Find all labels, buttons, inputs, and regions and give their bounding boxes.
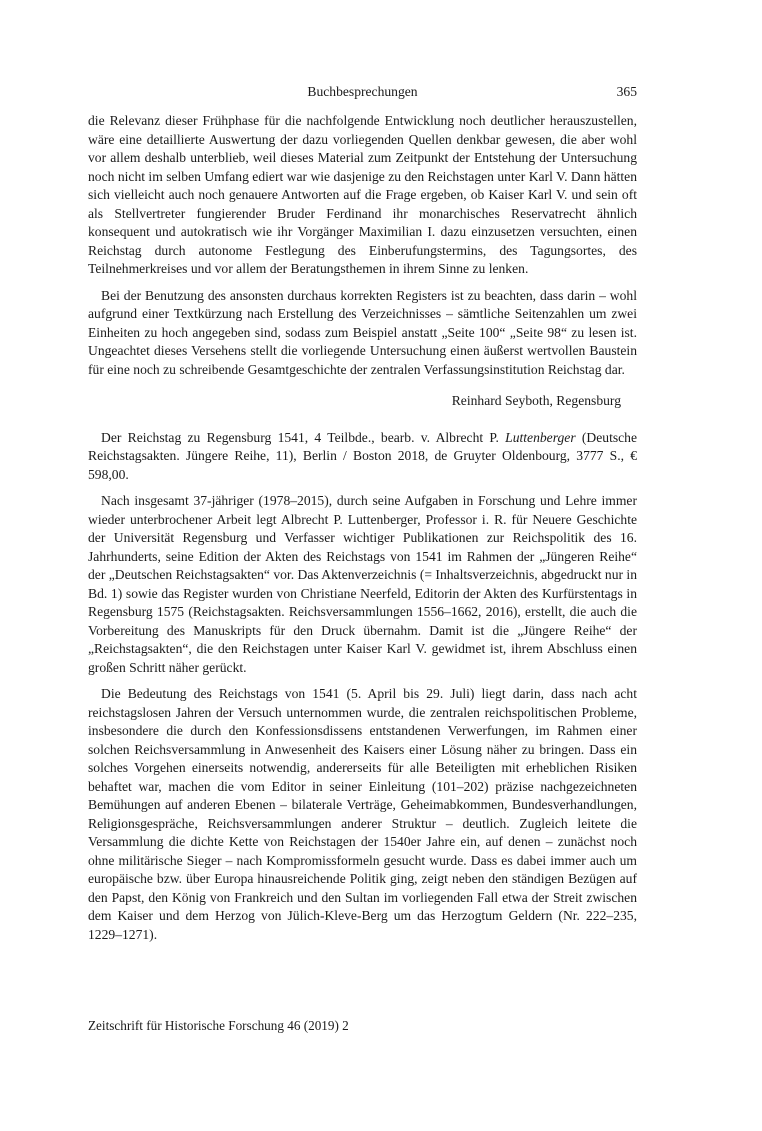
continuation-paragraph-1: die Relevanz dieser Frühphase für die nachfolgende Entwicklung noch deutlicher herauszustellen, wäre eine detaillierte Auswertung der dazu vorliegenden Quellen denkbar gewesen, die aber wohl vor allem deshalb unterblieb, weil dieses Material zum Zeitpunkt der Entstehung der Untersuchung noch nicht im selben Umfang ediert war wie dasjenige zu den Reichstagen unter Karl V. Dann hätten sich vielleicht auch noch genauere Antworten auf die Frage ergeben, ob Kaiser Karl V. und sein oft als Stellvertreter fungierender Bruder Ferdinand ihr monarchisches Reservatrecht ähnlich konsequent und autokratisch wie ihr Vorgänger Maximilian I. dazu einzusetzen versuchten, einen Reichstag durch autonome Festlegung des Einberufungstermins, des Tagungsortes, des Teilnehmerkreises und vor allem der Beratungsthemen in ihrem Sinne zu lenken.	[88, 113, 637, 276]
running-head-title: Buchbesprechungen	[307, 84, 418, 99]
continuation-paragraph-2: Bei der Benutzung des ansonsten durchaus korrekten Registers ist zu beachten, dass darin – wohl aufgrund einer Textkürzung nach Erstellung des Verzeichnisses – sämtliche Seitenzahlen um zwei Einheiten zu hoch angegeben sind, sodass zum Beispiel anstatt „Seite 100“ „Seite 98“ zu lesen ist. Ungeachtet dieses Versehens stellt die vorliegende Untersuchung einen äußerst wertvollen Baustein für eine noch zu schreibende Gesamtgeschichte der zentralen Verfassungsinstitution Reichstag dar.	[88, 287, 637, 377]
page-number: 365	[616, 84, 637, 99]
review-citation	[88, 429, 637, 485]
review-paragraph-2: Die Bedeutung des Reichstags von 1541 (5. April bis 29. Juli) liegt darin, dass nach acht reichstagslosen Jahren der Versuch unternommen wurde, die zentralen reichspolitischen Probleme, insbesondere die durch den Konfessionsdissens entstandenen Verwerfungen, im Rahmen einer solchen Reichsversammlung in Anwesenheit des Kaisers einer Lösung näher zu bringen. Dass ein solches Vorgehen einerseits notwendig, andererseits für alle Beteiligten mit erheblichen Risiken behaftet war, machen die vom Editor in seiner Einleitung (101–202) präzise nachgezeichneten Bemühungen auf anderen Ebenen – bilaterale Verträge, Geheimabkommen, Bundesverhandlungen, Religionsgespräche, Reichsversammlungen anderer Struktur – deutlich. Zugleich leitete die Versammlung die dichte Kette von Reichstagen der 1540er Jahre ein, auf denen – zunächst noch ohne militärische Sieger – nach Kompromissformeln gesucht wurde. Dass es dabei immer auch um europäische bzw. über Europa hinausreichende Politik ging, zeigt neben den ständigen Bezügen auf den Papst, den König von Frankreich und den Sultan im vorliegenden Fall etwa der Streit zwischen dem Kaiser und dem Herzog von Jülich-Kleve-Berg um das Herzogtum Geldern (Nr. 222–235, 1229–1271).	[88, 686, 637, 942]
reviewer-signature: Reinhard Seyboth, Regensburg	[451, 393, 621, 408]
running-head	[88, 84, 637, 104]
page-body	[88, 84, 637, 944]
citation-author: Luttenberger	[505, 429, 576, 445]
citation-text-after: (Deutsche Reichstagsakten. Jüngere Reihe, 11), Berlin / Boston 2018, de Gruyter Oldenbourg, 3777 S., € 598,00.	[88, 429, 637, 482]
review-paragraph-1: Nach insgesamt 37-jähriger (1978–2015), durch seine Aufgaben in Forschung und Lehre immer wieder unterbrochener Arbeit legt Albrecht P. Luttenberger, Professor i. R. für Neuere Geschichte der Universität Regensburg und Verfasser wichtiger Publikationen zur Reichspolitik des 16. Jahrhunderts, seine Edition der Akten des Reichstags von 1541 im Rahmen der „Jüngeren Reihe“ der „Deutschen Reichstagsakten“ vor. Das Aktenverzeichnis (= Inhaltsverzeichnis, abgedruckt nur in Bd. 1) sowie das Register wurden von Christiane Neerfeld, Editorin der Akten des Kurfürstentags in Regensburg 1575 (Reichstagsakten. Reichsversammlungen 1556–1662, 2016), erstellt, die auch die Vorbereitung des Manuskripts für den Druck übernahm. Damit ist die „Jüngere Reihe“ der „Reichstagsakten“, die den Reichstagen unter Kaiser Karl V. gewidmet ist, ihrem Abschluss einen großen Schritt näher gerückt.	[88, 493, 637, 675]
citation-text-before: Der Reichstag zu Regensburg 1541, 4 Teilbde., bearb. v. Albrecht P.	[101, 429, 506, 445]
journal-footer: Zeitschrift für Historische Forschung 46 (2019) 2	[88, 1018, 349, 1033]
